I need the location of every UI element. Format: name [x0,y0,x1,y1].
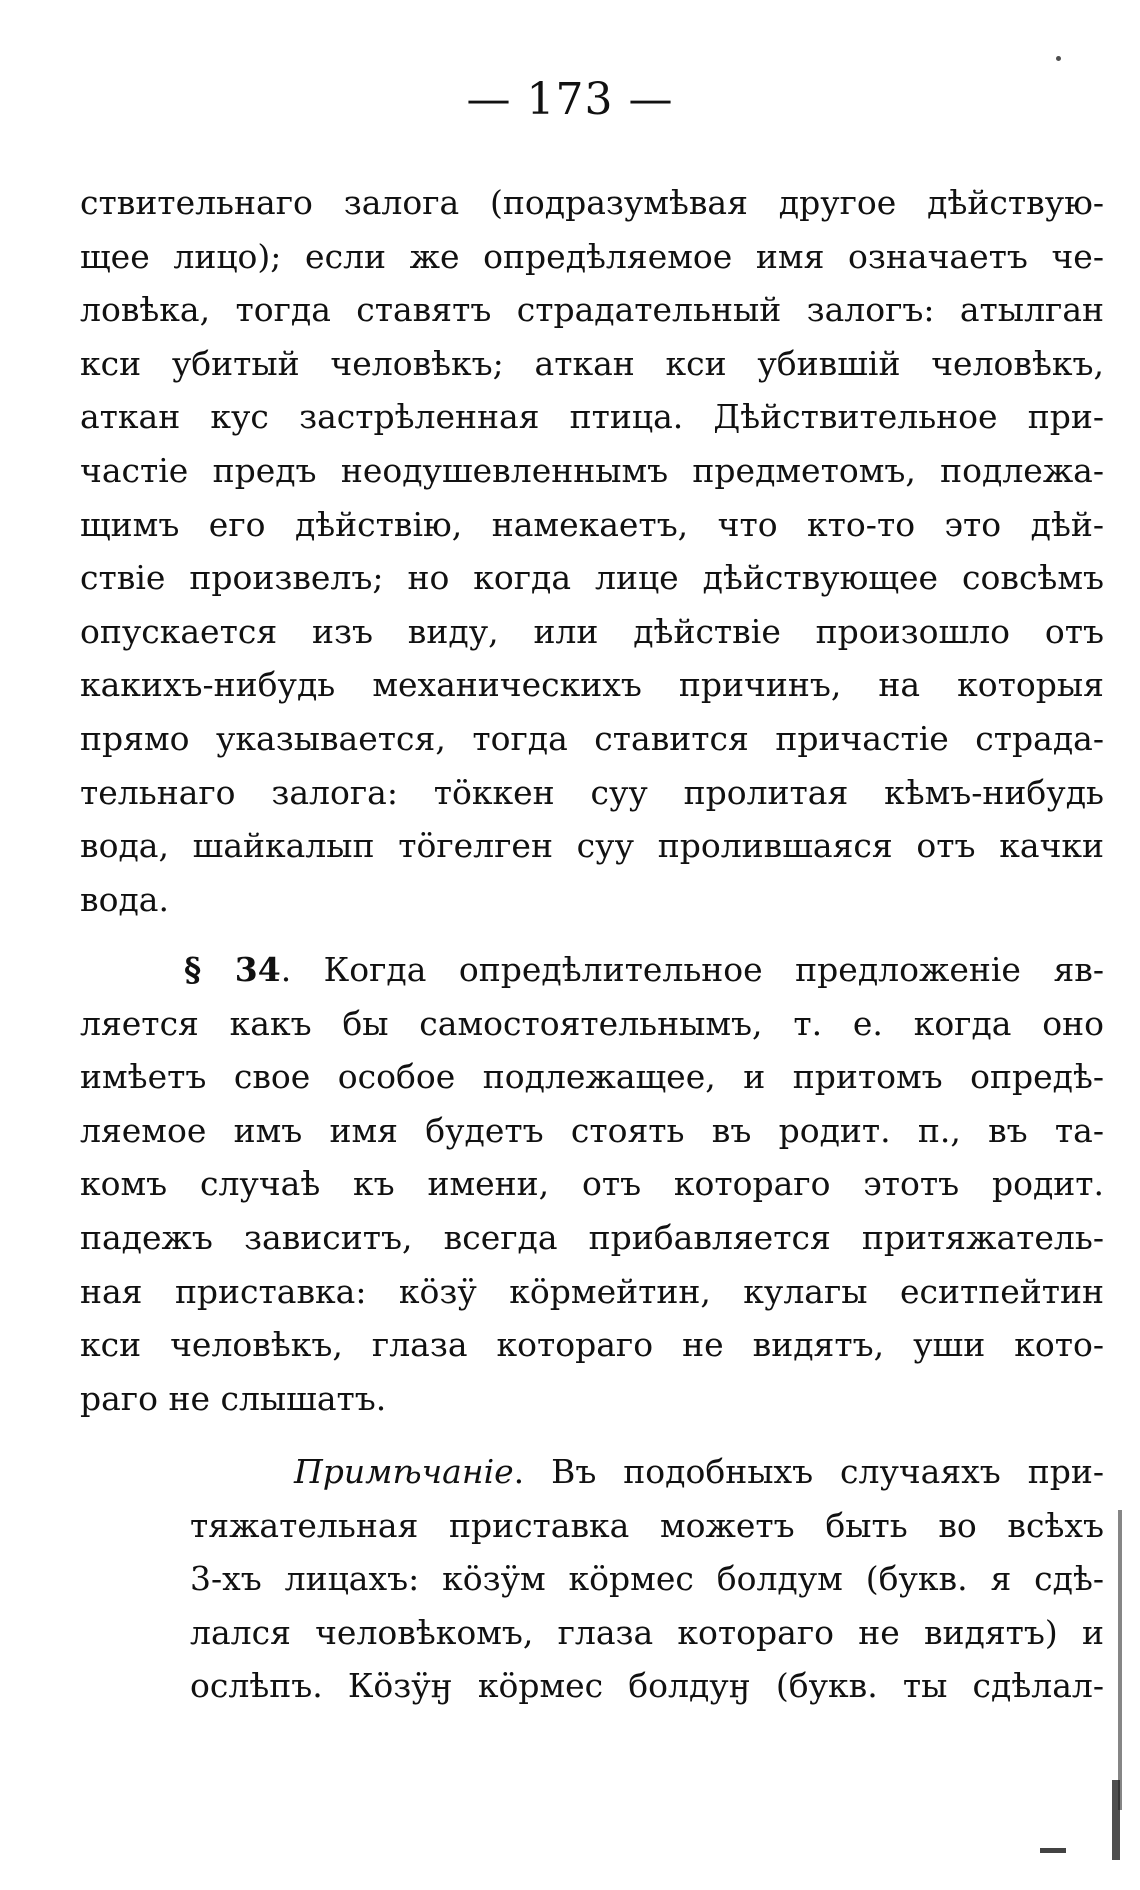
text-line: щимъ его дѣйствію, намекаетъ, что кто-то это дѣй- [80,504,1104,544]
text-line: ствіе произвелъ; но когда лице дѣйствующее совсѣмъ [80,558,1104,598]
text-fragment: . Въ подобныхъ случаяхъ при- [513,1452,1104,1491]
text-line: тельнаго залога: тöккен суу пролитая кѣмъ-нибудь [80,772,1104,812]
note-block [190,1445,1104,1713]
scan-edge-mark [1040,1848,1066,1853]
scan-edge-mark [1112,1780,1120,1860]
section-number: § 34 [184,950,281,989]
text-line [190,1445,1104,1499]
text-line: падежъ зависитъ, всегда прибавляется притяжатель- [80,1217,1104,1257]
text-line: ослѣпъ. Кöзӱӈ кöрмес болдуӈ (букв. ты сдѣлал- [190,1666,1104,1706]
text-line: лался человѣкомъ, глаза котораго не видятъ) и [190,1612,1104,1652]
text-line: прямо указывается, тогда ставится причастіе страда- [80,718,1104,758]
text-line: имѣетъ свое особое подлежащее, и притомъ опредѣ- [80,1057,1104,1097]
text-fragment: . Когда опредѣлительное предложеніе яв- [280,950,1104,989]
text-line: раго не слышатъ. [80,1378,387,1418]
text-line: ная приставка: кöзӱ кöрмейтин, кулагы еситпейтин [80,1271,1104,1311]
text-line: какихъ-нибудь механическихъ причинъ, на которыя [80,665,1104,705]
text-line: ляется какъ бы самостоятельнымъ, т. е. когда оно [80,1003,1104,1043]
text-line: кси человѣкъ, глаза котораго не видятъ, уши кото- [80,1325,1104,1365]
page-number: — 173 — [466,74,674,125]
paragraph-1 [80,176,1104,926]
text-line: опускается изъ виду, или дѣйствіе произошло отъ [80,611,1104,651]
scan-dot [1056,56,1061,61]
text-line: ствительнаго залога (подразумѣвая другое дѣйствую- [80,183,1104,222]
text-line: 3-хъ лицахъ: кöзӱм кöрмес болдум (букв. я сдѣ- [190,1559,1104,1599]
text-line: частіе предъ неодушевленнымъ предметомъ, подлежа- [80,450,1104,490]
text-line: ляемое имъ имя будетъ стоять въ родит. п., въ та- [80,1110,1104,1150]
text-line: комъ случаѣ къ имени, отъ котораго этотъ родит. [80,1164,1104,1204]
text-line: вода. [80,879,169,919]
paragraph-section-34 [80,943,1104,1425]
text-line: вода, шайкалып тöгелген суу пролившаяся отъ качки [80,826,1104,866]
text-line: кси убитый человѣкъ; аткан кси убившій человѣкъ, [80,343,1104,383]
note-label: Примѣчаніе [294,1452,514,1491]
text-line: тяжательная приставка можетъ быть во всѣхъ [190,1505,1104,1545]
text-line: щее лицо); если же опредѣляемое имя означаетъ че- [80,236,1104,276]
text-line [80,943,1104,997]
scan-edge-mark [1118,1510,1122,1810]
text-line: аткан кус застрѣленная птица. Дѣйствительное при- [80,397,1104,437]
text-line: ловѣка, тогда ставятъ страдательный залогъ: атылган [80,290,1104,330]
